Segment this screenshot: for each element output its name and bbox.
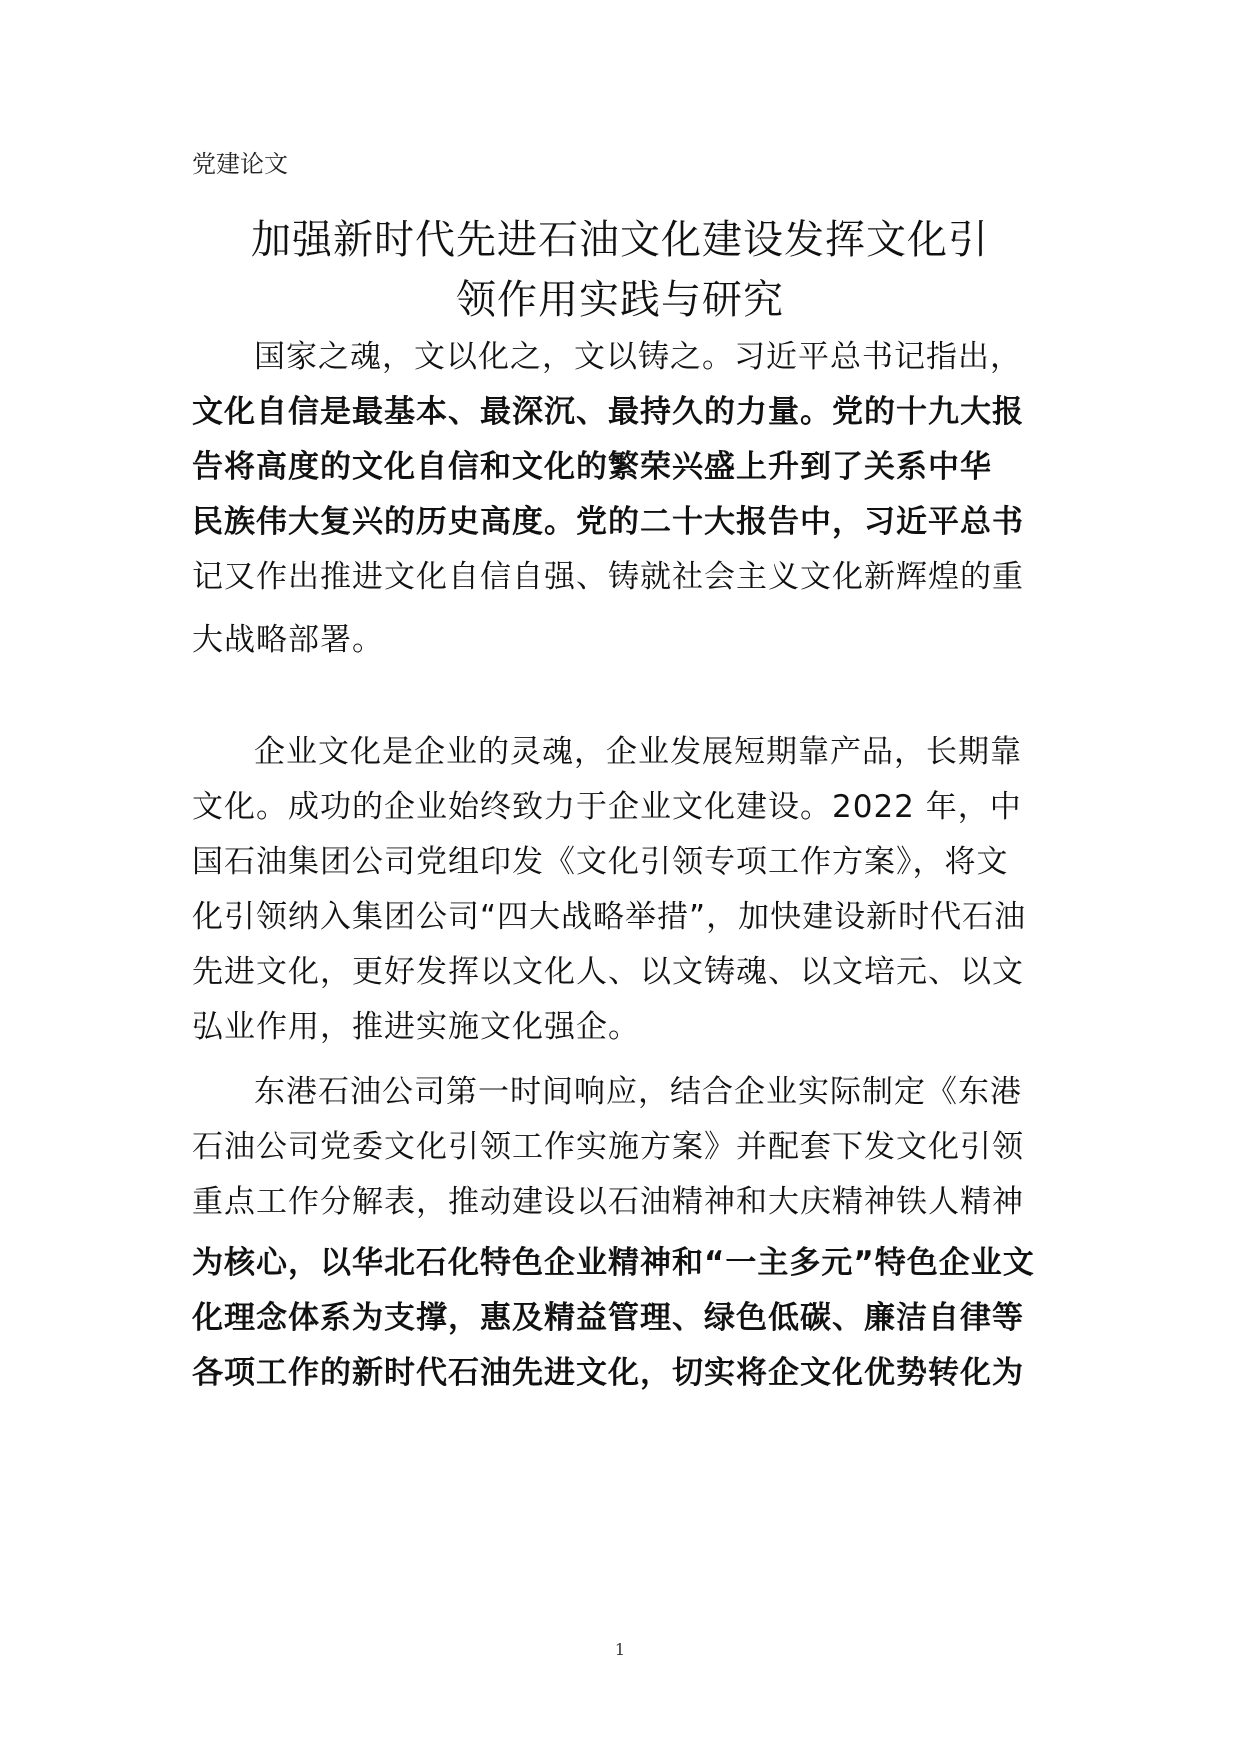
document-type-label: 党建论文 [192, 150, 288, 178]
paragraph-3 [192, 1065, 1058, 1401]
paragraph-line: 东港石油公司第一时间响应，结合企业实际制定《东港 [254, 1074, 1022, 1110]
paragraph-line: 国家之魂，文以化之，文以铸之。习近平总书记指出， [254, 339, 1022, 375]
paragraph-line: 民族伟大复兴的历史高度。党的二十大报告中，习近平总书 [192, 504, 1024, 540]
page-number: 1 [614, 1640, 626, 1659]
paragraph-line: 文化自信是最基本、最深沉、最持久的力量。党的十九大报 [192, 394, 1024, 430]
paragraph-line: 文化。成功的企业始终致力于企业文化建设。2022 年，中 [192, 789, 1022, 825]
paragraph-line: 国石油集团公司党组印发《文化引领专项工作方案》，将文 [192, 844, 1009, 880]
paragraph-line: 记又作出推进文化自信自强、铸就社会主义文化新辉煌的重 [192, 559, 1024, 595]
document-title [150, 210, 1090, 330]
paragraph-line: 告将高度的文化自信和文化的繁荣兴盛上升到了关系中华 [192, 449, 992, 485]
paragraph-line: 先进文化，更好发挥以文化人、以文铸魂、以文培元、以文 [192, 954, 1024, 990]
paragraph-2 [192, 725, 1058, 1055]
paragraph-line: 石油公司党委文化引领工作实施方案》并配套下发文化引领 [192, 1129, 1024, 1165]
paragraph-line: 各项工作的新时代石油先进文化，切实将企文化优势转化为 [192, 1355, 1024, 1391]
paragraph-line: 弘业作用，推进实施文化强企。 [192, 1009, 640, 1045]
title-line-1: 加强新时代先进石油文化建设发挥文化引 [251, 217, 989, 263]
paragraph-1 [192, 330, 1058, 668]
paragraph-line: 重点工作分解表，推动建设以石油精神和大庆精神铁人精神 [192, 1184, 1024, 1220]
paragraph-line: 化引领纳入集团公司“四大战略举措”，加快建设新时代石油 [192, 899, 1027, 935]
paragraph-line: 大战略部署。 [192, 622, 384, 658]
paragraph-line: 化理念体系为支撑，惠及精益管理、绿色低碳、廉洁自律等 [192, 1300, 1024, 1336]
paragraph-line: 企业文化是企业的灵魂，企业发展短期靠产品，长期靠 [254, 734, 1022, 770]
paragraph-line: 为核心，以华北石化特色企业精神和“一主多元”特色企业文 [192, 1245, 1035, 1281]
title-line-2: 领作用实践与研究 [456, 277, 784, 323]
